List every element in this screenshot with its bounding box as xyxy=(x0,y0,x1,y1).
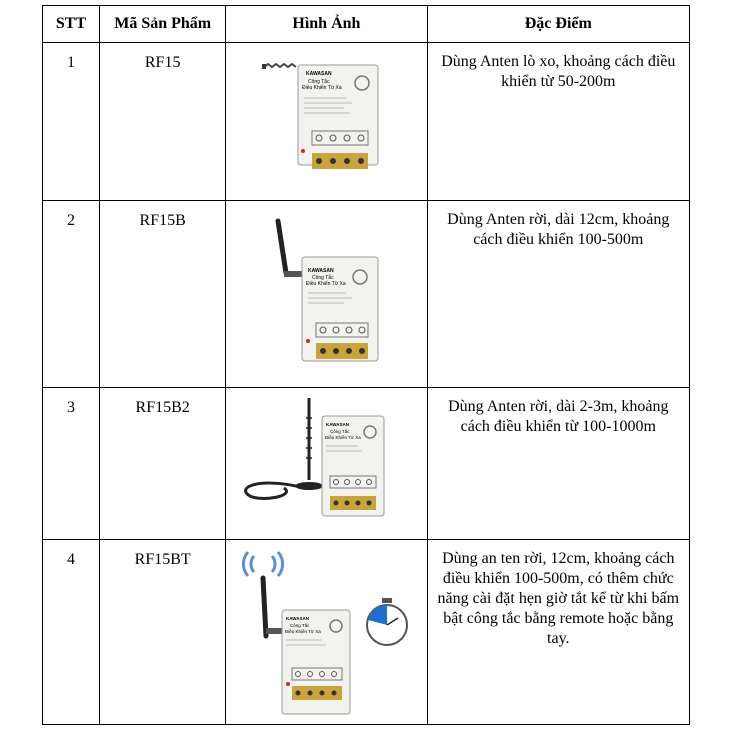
device-brand: KAWASAN xyxy=(326,422,350,427)
row-features: Dùng an ten rời, 12cm, khoảng cách điều khiển 100-500m, có thêm chức năng cài đặt hẹn giờ tắt kể từ khi bấm bật công tắc bằng remote hoặc bằng tay. xyxy=(427,540,689,725)
row-features: Dùng Anten rời, dài 2-3m, khoảng cách điều khiển từ 100-1000m xyxy=(427,388,689,540)
product-image xyxy=(226,43,427,201)
device-body xyxy=(282,610,350,714)
device-subtitle: Điều Khiển Từ Xa xyxy=(302,85,342,91)
header-features: Đặc Điểm xyxy=(427,6,689,43)
row-features: Dùng Anten rời, dài 12cm, khoảng cách điều khiển 100-500m xyxy=(427,201,689,388)
device-body xyxy=(302,257,378,361)
device-title: Công Tắc xyxy=(290,623,310,628)
header-row xyxy=(43,6,690,43)
device-picture xyxy=(226,388,427,539)
device-picture xyxy=(226,540,427,724)
table-row xyxy=(43,201,690,388)
product-image xyxy=(226,201,427,388)
table-row xyxy=(43,43,690,201)
header-product-code: Mã Sản Phẩm xyxy=(100,6,226,43)
magnetic-base-antenna-icon xyxy=(246,398,330,498)
product-image xyxy=(226,540,427,725)
row-stt: 3 xyxy=(43,388,100,540)
device-picture xyxy=(226,201,427,387)
device-brand: KAWASAN xyxy=(286,616,310,621)
rod-antenna-icon xyxy=(263,578,284,636)
row-product-code: RF15BT xyxy=(100,540,226,725)
device-subtitle: Điều Khiển Từ Xa xyxy=(285,629,321,634)
spring-antenna-icon xyxy=(262,64,296,69)
table-row xyxy=(43,388,690,540)
row-features: Dùng Anten lò xo, khoảng cách điều khiển từ 50-200m xyxy=(427,43,689,201)
table-row xyxy=(43,540,690,725)
device-brand: KAWASAN xyxy=(308,268,334,274)
device-title: Công Tắc xyxy=(312,275,334,281)
row-product-code: RF15 xyxy=(100,43,226,201)
device-title: Công Tắc xyxy=(330,429,350,434)
device-body xyxy=(298,65,378,169)
header-image: Hình Ảnh xyxy=(226,6,427,43)
product-table xyxy=(42,5,690,725)
rod-antenna-icon xyxy=(278,221,304,277)
device-body xyxy=(322,416,384,516)
product-image xyxy=(226,388,427,540)
device-subtitle: Điều Khiển Từ Xa xyxy=(325,435,361,440)
header-stt: STT xyxy=(43,6,100,43)
timer-icon xyxy=(367,598,407,645)
row-stt: 1 xyxy=(43,43,100,201)
row-stt: 2 xyxy=(43,201,100,388)
signal-waves-icon xyxy=(244,552,283,576)
device-brand: KAWASAN xyxy=(306,71,332,77)
device-subtitle: Điều Khiển Từ Xa xyxy=(306,281,346,287)
device-picture xyxy=(226,43,427,200)
row-stt: 4 xyxy=(43,540,100,725)
row-product-code: RF15B xyxy=(100,201,226,388)
device-title: Công Tắc xyxy=(308,79,330,85)
row-product-code: RF15B2 xyxy=(100,388,226,540)
